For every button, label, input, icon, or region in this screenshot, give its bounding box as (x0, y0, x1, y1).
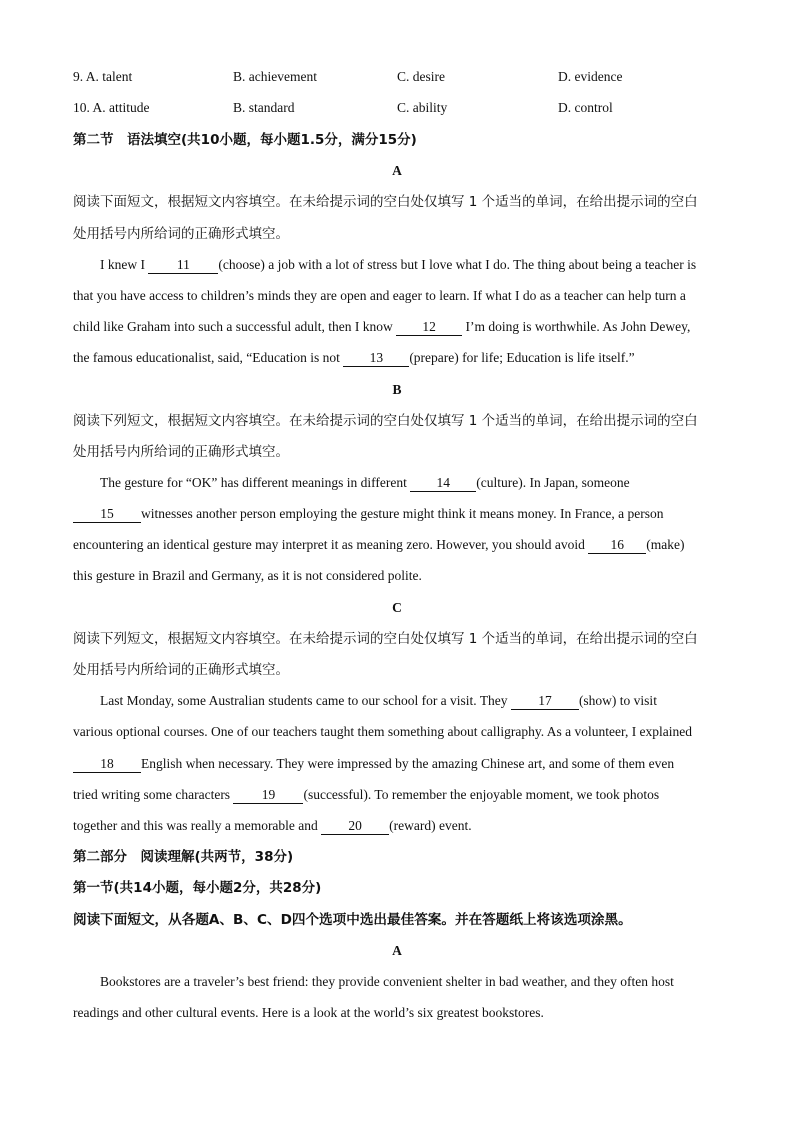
q10-option-a: 10. A. attitude (73, 100, 150, 115)
text: witnesses another person employing the gesture might think it means money. In France, a person (141, 506, 664, 521)
passage-a-line-3 (73, 318, 690, 336)
blank-11[interactable]: 11 (148, 257, 218, 274)
q9-option-c: C. desire (397, 69, 445, 84)
text: together and this was really a memorable and (73, 818, 322, 833)
text: (culture). In Japan, someone (476, 475, 630, 490)
part2-instruction: 阅读下面短文，从各题A、B、C、D四个选项中选出最佳答案。并在答题纸上将该选项涂黑。 (73, 912, 632, 928)
text: I’m doing is worthwhile. As John Dewey, (462, 319, 691, 334)
passage-b-line-4: this gesture in Brazil and Germany, as it is not considered polite. (73, 568, 422, 583)
text: English when necessary. They were impressed by the amazing Chinese art, and some of them even (141, 756, 675, 771)
passage-a-instruction-1: 阅读下面短文，根据短文内容填空。在未给提示词的空白处仅填写 1 个适当的单词，在给出提示词的空白 (73, 194, 698, 210)
q9-option-d: D. evidence (558, 69, 623, 84)
passage-c-line-4 (73, 786, 659, 804)
reading-a-label: A (392, 943, 402, 958)
text: The gesture for “OK” has different meanings in different (100, 475, 411, 490)
text: child like Graham into such a successful adult, then I know (73, 319, 397, 334)
q9-option-b: B. achievement (233, 69, 317, 84)
passage-c-line-3 (73, 755, 674, 773)
passage-a-line-1 (100, 256, 696, 274)
passage-b-instruction-1: 阅读下列短文，根据短文内容填空。在未给提示词的空白处仅填写 1 个适当的单词，在给出提示词的空白 (73, 413, 698, 429)
text: tried writing some characters (73, 787, 234, 802)
part2-title: 第二部分 阅读理解(共两节，38分) (73, 849, 294, 865)
text: I knew I (100, 257, 149, 272)
blank-12[interactable]: 12 (396, 319, 462, 336)
passage-a-instruction-2: 处用括号内所给词的正确形式填空。 (73, 226, 289, 242)
text: the famous educationalist, said, “Education is not (73, 350, 344, 365)
q10-option-c: C. ability (397, 100, 448, 115)
text: Last Monday, some Australian students came to our school for a visit. They (100, 693, 511, 708)
q10-option-d: D. control (558, 100, 613, 115)
q10-option-b: B. standard (233, 100, 295, 115)
blank-16[interactable]: 16 (588, 537, 646, 554)
passage-b-label: B (392, 382, 402, 397)
blank-19[interactable]: 19 (233, 787, 303, 804)
passage-c-instruction-2: 处用括号内所给词的正确形式填空。 (73, 662, 289, 678)
text: encountering an identical gesture may interpret it as meaning zero. However, you should avoid (73, 537, 589, 552)
part2-section1-title: 第一节(共14小题，每小题2分，共28分) (73, 880, 322, 896)
passage-c-line-5 (73, 817, 472, 835)
blank-20[interactable]: 20 (321, 818, 389, 835)
passage-b-line-2 (73, 505, 664, 523)
text: (reward) event. (389, 818, 472, 833)
passage-c-instruction-1: 阅读下列短文，根据短文内容填空。在未给提示词的空白处仅填写 1 个适当的单词，在给出提示词的空白 (73, 631, 698, 647)
passage-b-line-1 (100, 474, 630, 492)
passage-a-line-4 (73, 349, 635, 367)
passage-b-line-3 (73, 536, 685, 554)
passage-c-line-1 (100, 692, 657, 710)
q9-option-a: 9. A. talent (73, 69, 133, 84)
blank-13[interactable]: 13 (343, 350, 409, 367)
passage-a-label: A (392, 163, 402, 178)
text: (successful). To remember the enjoyable moment, we took photos (303, 787, 660, 802)
passage-a-line-2: that you have access to children’s minds they are open and eager to learn. If what I do as a teacher can help turn a (73, 288, 686, 303)
text: (prepare) for life; Education is life itself.” (409, 350, 635, 365)
text: (choose) a job with a lot of stress but I love what I do. The thing about being a teacher is (218, 257, 697, 272)
text: (make) (646, 537, 685, 552)
reading-a-line-1: Bookstores are a traveler’s best friend: they provide convenient shelter in bad weather, and they often host (100, 974, 674, 989)
blank-18[interactable]: 18 (73, 756, 141, 773)
blank-15[interactable]: 15 (73, 506, 141, 523)
reading-a-line-2: readings and other cultural events. Here is a look at the world’s six greatest bookstores. (73, 1005, 544, 1020)
section-title: 第二节 语法填空(共10小题，每小题1.5分，满分15分) (73, 132, 417, 148)
text: (show) to visit (578, 693, 657, 708)
passage-c-line-2: various optional courses. One of our teachers taught them something about calligraphy. As a volunteer, I explained (73, 724, 693, 739)
passage-c-label: C (392, 600, 402, 615)
blank-17[interactable]: 17 (511, 693, 579, 710)
blank-14[interactable]: 14 (410, 475, 476, 492)
passage-b-instruction-2: 处用括号内所给词的正确形式填空。 (73, 444, 289, 460)
